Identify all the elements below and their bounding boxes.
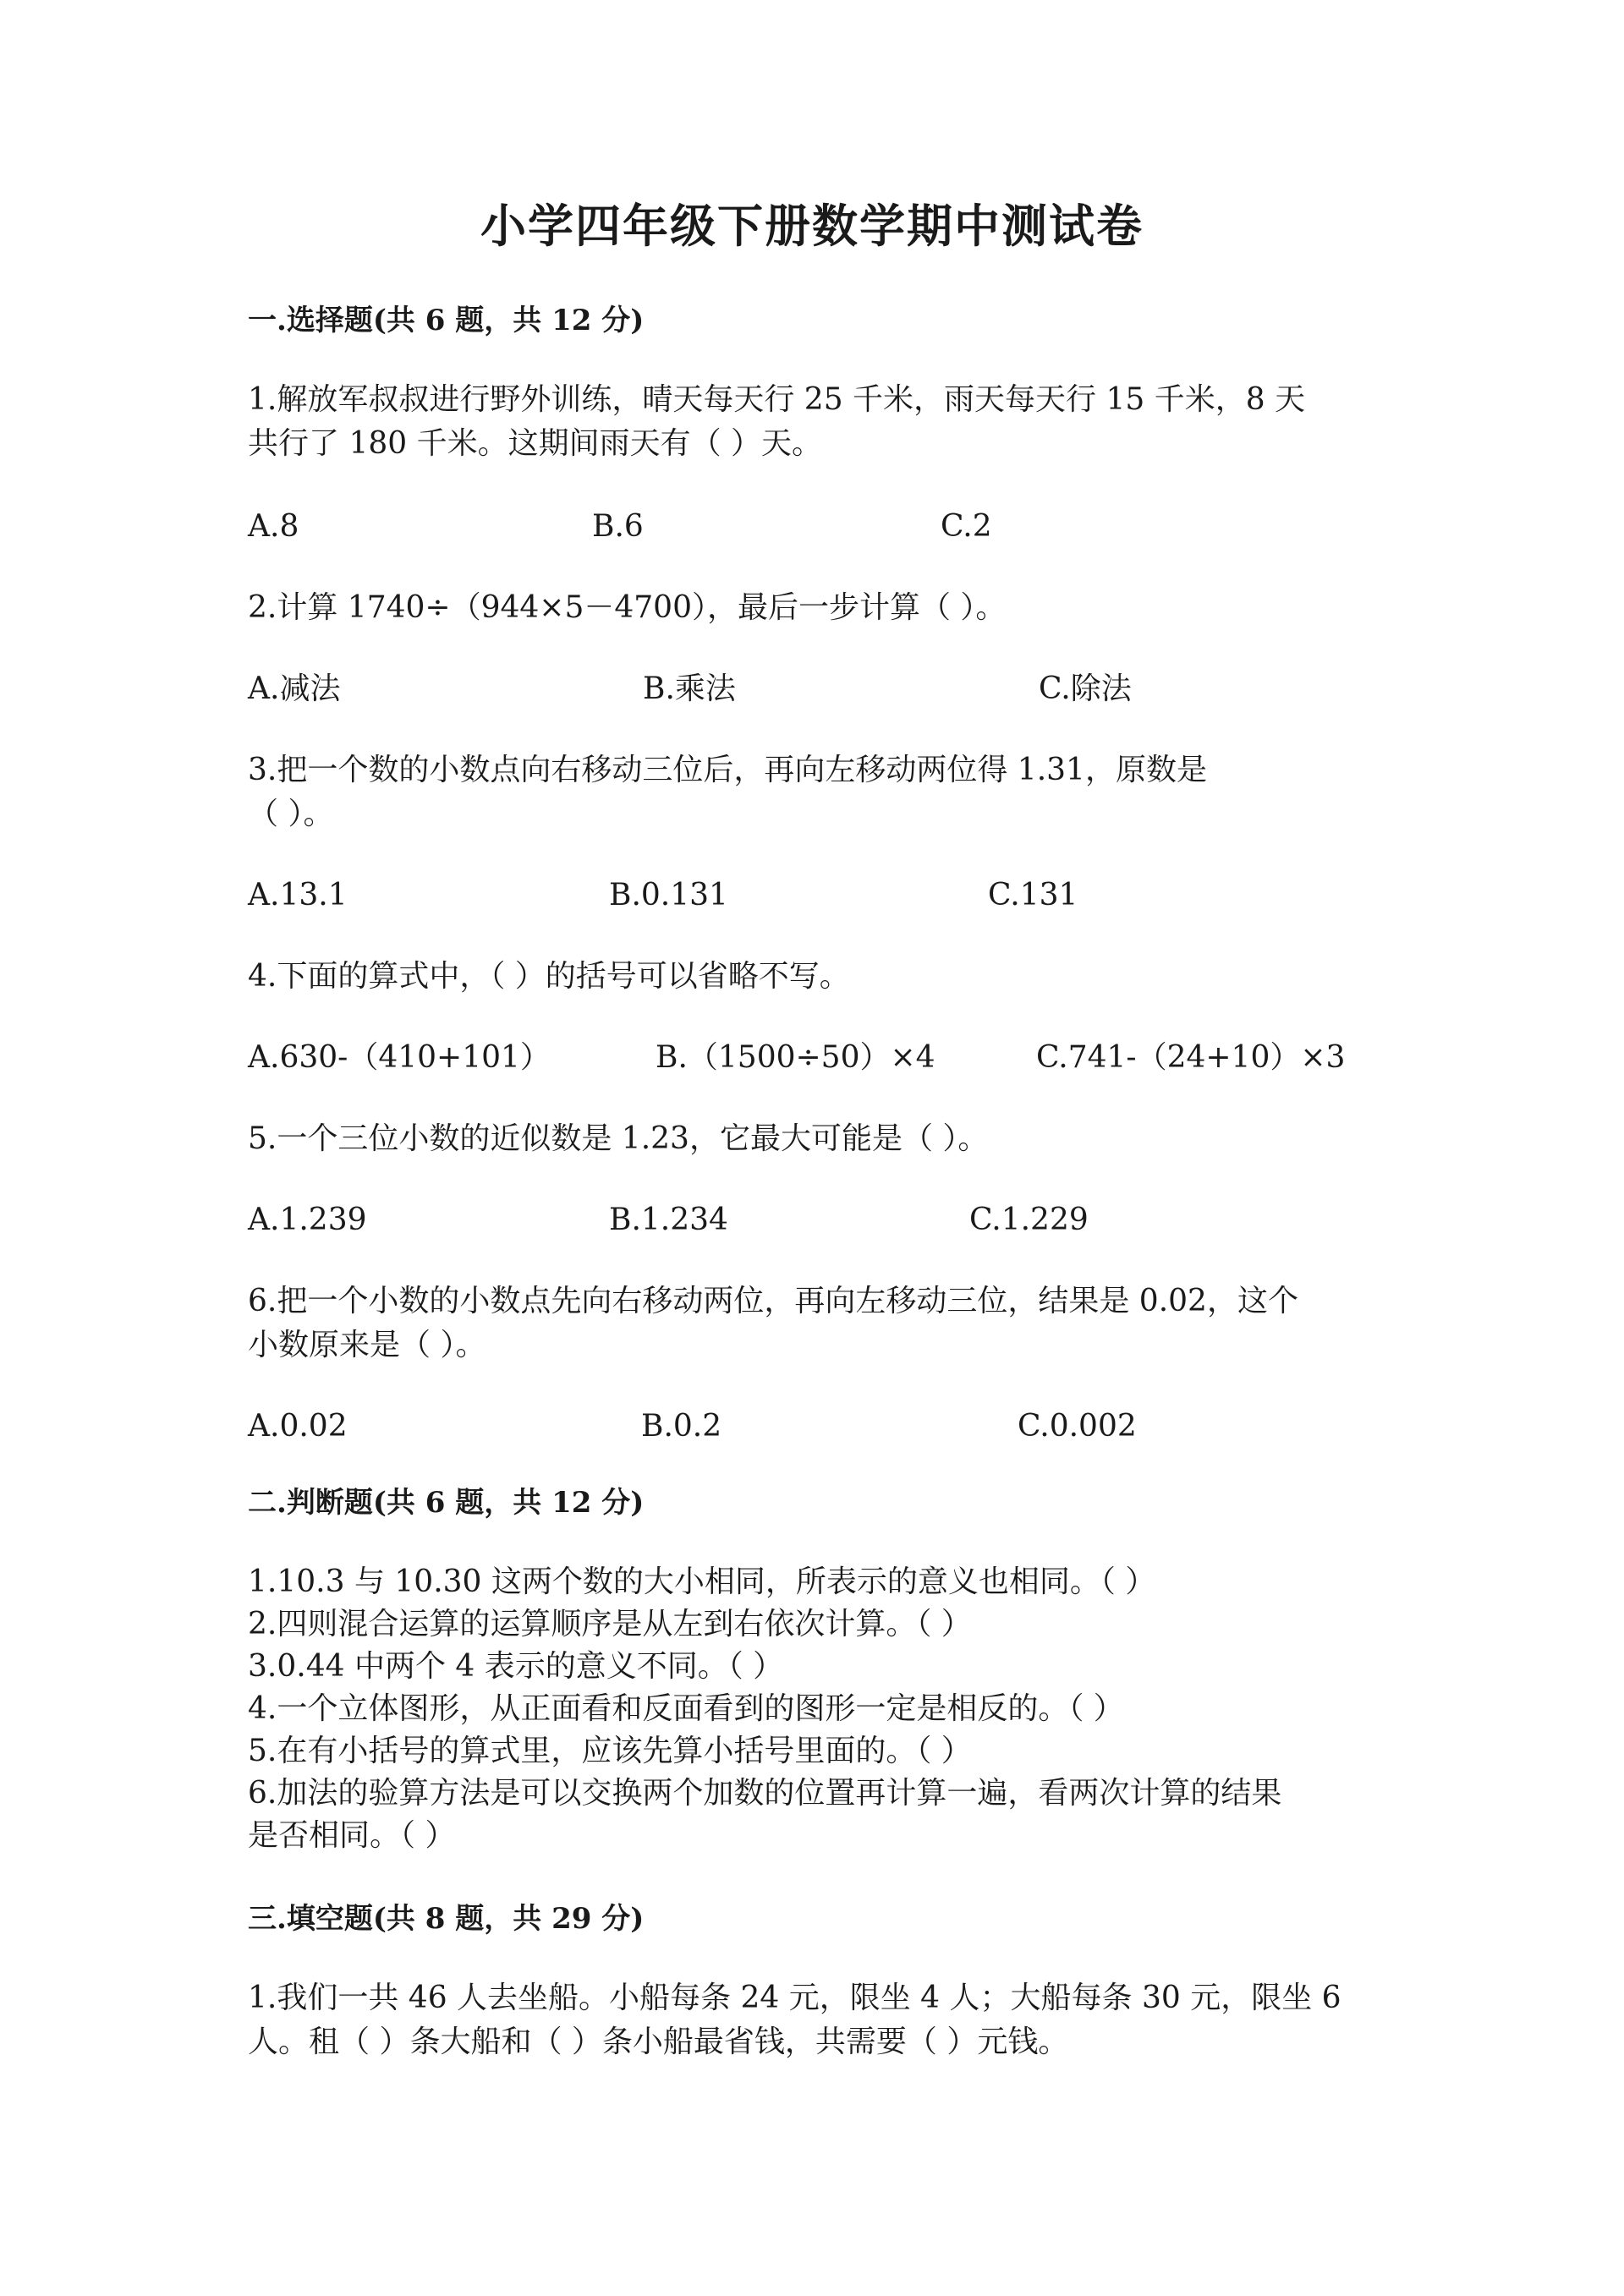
option-c: C.除法 xyxy=(1039,671,1132,706)
question-text: 1.我们一共 46 人去坐船。小船每条 24 元，限坐 4 人；大船每条 30 元，限坐 6 xyxy=(248,1981,1341,2015)
question-text: 5.一个三位小数的近似数是 1.23，它最大可能是（ ）。 xyxy=(248,1121,989,1156)
section-heading-choice: 一.选择题(共 6 题，共 12 分) xyxy=(248,304,645,337)
question-text: 6.把一个小数的小数点先向右移动两位，再向左移动三位，结果是 0.02，这个 xyxy=(248,1284,1298,1318)
section-heading-fill: 三.填空题(共 8 题，共 29 分) xyxy=(248,1902,645,1936)
option-b: B.0.2 xyxy=(641,1409,722,1444)
option-b: B.（1500÷50）×4 xyxy=(656,1040,935,1075)
judgement-item: 3.0.44 中两个 4 表示的意义不同。（ ） xyxy=(248,1649,784,1684)
question-text: 3.把一个数的小数点向右移动三位后，再向左移动两位得 1.31，原数是 xyxy=(248,753,1207,787)
question-text: 2.计算 1740÷（944×5－4700），最后一步计算（ ）。 xyxy=(248,590,1007,625)
option-c: C.2 xyxy=(941,509,992,544)
option-a: A.减法 xyxy=(248,671,341,706)
option-a: A.0.02 xyxy=(248,1409,348,1444)
judgement-item: 2.四则混合运算的运算顺序是从左到右依次计算。（ ） xyxy=(248,1607,972,1641)
question-text: （ ）。 xyxy=(248,797,334,831)
option-a: A.13.1 xyxy=(248,878,348,912)
option-b: B.6 xyxy=(592,509,644,544)
question-text: 1.解放军叔叔进行野外训练，晴天每天行 25 千米，雨天每天行 15 千米，8 天 xyxy=(248,382,1306,417)
option-b: B.0.131 xyxy=(609,878,728,912)
page-title: 小学四年级下册数学期中测试卷 xyxy=(480,199,1144,253)
judgement-item: 1.10.3 与 10.30 这两个数的大小相同，所表示的意义也相同。（ ） xyxy=(248,1564,1156,1599)
option-b: B.1.234 xyxy=(609,1203,728,1237)
option-c: C.0.002 xyxy=(1018,1409,1137,1444)
section-heading-judgement: 二.判断题(共 6 题，共 12 分) xyxy=(248,1486,645,1520)
option-a: A.630-（410+101） xyxy=(248,1040,551,1075)
question-text: 4.下面的算式中，（ ）的括号可以省略不写。 xyxy=(248,959,850,994)
option-c: C.741-（24+10）×3 xyxy=(1036,1040,1346,1075)
judgement-item: 4.一个立体图形，从正面看和反面看到的图形一定是相反的。（ ） xyxy=(248,1691,1124,1726)
question-text: 小数原来是（ ）。 xyxy=(248,1328,486,1362)
option-a: A.8 xyxy=(248,509,299,544)
question-text: 人。租（ ）条大船和（ ）条小船最省钱，共需要（ ）元钱。 xyxy=(248,2025,1069,2059)
option-c: C.1.229 xyxy=(969,1203,1089,1237)
option-c: C.131 xyxy=(988,878,1078,912)
judgement-item: 5.在有小括号的算式里，应该先算小括号里面的。（ ） xyxy=(248,1734,972,1768)
judgement-item: 6.加法的验算方法是可以交换两个加数的位置再计算一遍，看两次计算的结果 xyxy=(248,1776,1282,1811)
judgement-item: 是否相同。（ ） xyxy=(248,1818,456,1853)
question-text: 共行了 180 千米。这期间雨天有（ ）天。 xyxy=(248,426,823,461)
option-a: A.1.239 xyxy=(248,1203,367,1237)
option-b: B.乘法 xyxy=(643,671,736,706)
